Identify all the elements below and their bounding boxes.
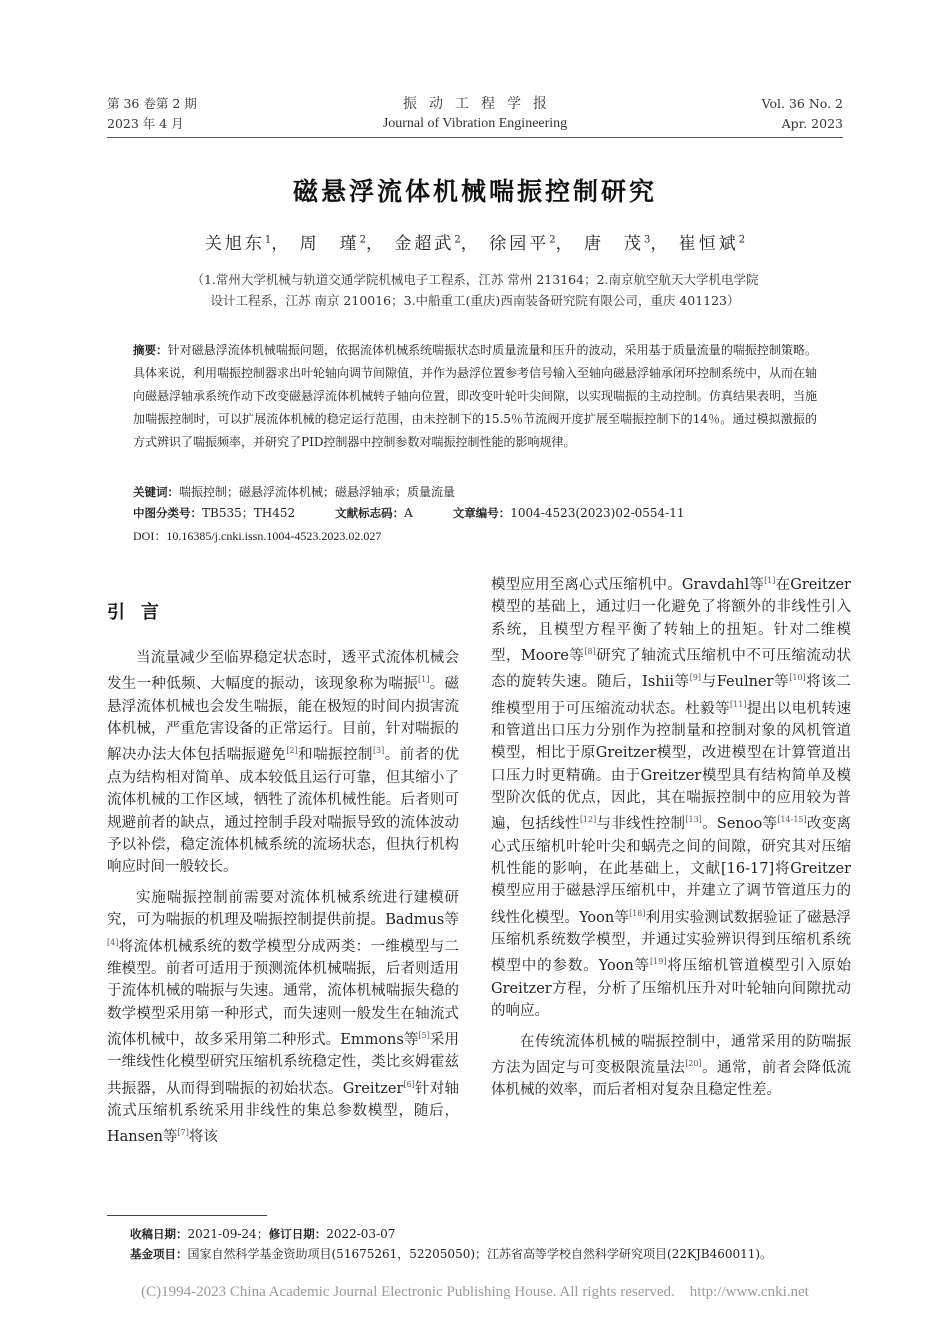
author-name: 周 瑾 [299,234,360,254]
article-number-value: 1004-4523(2023)02-0554-11 [510,506,685,520]
author-affiliation-mark: 3 [643,234,651,246]
citation: [13] [685,815,702,825]
keywords-text: 喘振控制；磁悬浮流体机械；磁悬浮轴承；质量流量 [179,485,456,499]
doc-code-label: 文献标志码： [335,506,405,520]
journal-name-cn: 振动工程学报 [403,96,559,112]
paragraph-text: 与Feulner等 [701,674,790,691]
date-en: Apr. 2023 [781,116,843,131]
citation: [19] [650,957,667,967]
paragraph-text: 。Senoo等 [701,816,778,833]
body-column-left [107,647,459,1149]
paragraph-text: 提出以电机转速和管道出口压力分别作为控制量和控制对象的风机管道模型，相比于原Greitzer模型，改进模型在计算管道出口压力时更精确。由于Greitzer模型具有结构简单及模型阶次低的优点，因此，其在喘振控制中的应用较为普遍，包括线性 [491,700,852,833]
paragraph-text: 改变离心式压缩机叶轮叶尖和蜗壳之间的间隙，研究其对压缩机性能的影响，在此基础上，文献[16-17]将Greitzer模型应用于磁悬浮压缩机中，并建立了调节管道压力的线性化模型。Yoon等 [491,816,852,926]
footnote-funding [130,1244,772,1264]
citation: [18] [629,908,646,918]
citation: [1] [418,675,430,685]
keywords-label: 关键词： [133,485,179,499]
received-label: 收稿日期： [130,1227,188,1241]
issue-cn: 第 36 卷第 2 期 [107,96,197,111]
citation: [1] [764,576,776,585]
clc-value: TB535；TH452 [202,506,296,520]
citation: [6] [403,1079,415,1089]
author-list: 关旭东$^1$， 周 瑾$^2$， 金超武$^2$， 徐园平$^2$， 唐 茂$^3$， 崔恒斌$^2$ [204,234,746,254]
author-affiliation-mark: 1 [264,234,272,246]
author-name: 关旭东 [204,234,265,254]
citation: [5] [418,1030,430,1040]
citation: [14-15] [777,815,807,825]
keywords [133,482,455,502]
paragraph-text: 。前者的优点为结构相对简单、成本较低且运行可靠，但其缩小了流体机械的工作区域，牺牲了流体机械性能。后者则可规避前者的缺点，通过控制手段对喘振导致的流体波动予以补偿，稳定流体机械系统的流场状态，但执行机构响应时间一般较长。 [107,747,460,876]
funding-label: 基金项目： [130,1247,188,1261]
paragraph-text: 与非线性控制 [596,816,686,833]
paragraph-text: 将该二维模型用于可压缩流动状态。杜毅等 [491,674,851,717]
author-affiliation-mark: 2 [359,234,367,246]
paragraph-text: 利用实验测试数据验证了磁悬浮压缩机系统数学模型，并通过实验辨识得到压缩机系统模型中的参数。Yoon等 [491,909,851,975]
paragraph-text: 实施喘振控制前需要对流体机械系统进行建模研究，可为喘振的机理及喘振控制提供前提。Badmus等 [107,889,459,929]
citation: [7] [177,1128,189,1138]
abstract [133,339,817,454]
section-title-introduction: 引言 [107,602,175,623]
paragraph-text: 。磁悬浮流体机械也会发生喘振，能在极短的时间内损害流体机械，严重危害设备的正常运行。目前，针对喘振的解决办法大体包括喘振避免 [107,676,460,764]
date-cn: 2023 年 4 月 [107,116,184,131]
revised-label: 修订日期： [268,1227,327,1241]
body-column-right [491,570,851,1102]
citation: [3] [372,746,385,756]
paragraph-text: 。通常，前者会降低流体机械的效率，而后者相对复杂且稳定性差。 [491,1059,852,1099]
paragraph-text: 针对轴流式压缩机系统采用非线性的集总参数模型，随后，Hansen等 [107,1080,459,1146]
funding-text: 国家自然科学基金资助项目(51675261，52205050)；江苏省高等学校自然科学研究项目(22KJB460011)。 [187,1247,773,1261]
issue-en: Vol. 36 No. 2 [761,96,843,111]
citation: [11] [730,699,747,709]
abstract-label: 摘要： [133,343,168,357]
author-affiliation-mark: 2 [454,234,461,246]
paragraph-text: 模型应用至离心式压缩机中。Gravdahl等 [491,576,765,593]
journal-name-en: Journal of Vibration Engineering [382,116,568,131]
citation: [8] [584,647,596,657]
author-name: 徐园平 [489,234,550,254]
affiliations-line-2: 设计工程系，江苏 南京 210016；3.中船重工(重庆)西南装备研究院有限公司，重庆 401123） [210,293,740,308]
footnote-divider [107,1215,267,1216]
doc-code-value: A [404,506,413,520]
author-affiliation-mark: 2 [549,234,556,246]
citation: [12] [579,815,597,825]
paragraph-text: 将压缩机管道模型引入原始Greitzer方程，分析了压缩机压升对叶轮轴向间隙扰动的响应。 [491,958,852,1020]
clc-label: 中图分类号： [133,506,202,520]
copyright-watermark: (C)1994-2023 China Academic Journal Electronic Publishing House. All rights reserved. http://www.cnki.net [141,1284,809,1300]
paragraph-text: 在传统流体机械的喘振控制中，通常采用的防喘振方法为固定与可变极限流量法 [491,1033,851,1076]
citation: [20] [685,1058,702,1068]
paragraph [491,570,851,1023]
doi: DOI：10.16385/j.cnki.issn.1004-4523.2023.02.027 [133,529,382,543]
paragraph [107,887,459,1149]
author-name: 崔恒斌 [678,234,739,254]
citation: [10] [789,673,806,683]
author-name: 唐 茂 [583,234,644,254]
paper-title: 磁悬浮流体机械喘振控制研究 [292,177,657,206]
paragraph-text: 采用一维线性化模型研究压缩机系统稳定性，类比亥姆霍兹共振器，从而得到喘振的初始状态。Greitzer [107,1031,459,1097]
revised-date: 2022-03-07 [326,1227,396,1241]
running-header-right [762,94,843,134]
received-date: 2021-09-24； [187,1227,269,1241]
paragraph-text: 和喘振控制 [297,747,373,764]
paragraph-text: 当流量减少至临界稳定状态时，透平式流体机械会发生一种低频、大幅度的振动，该现象称为喘振 [107,650,459,693]
paragraph-text: 在Greitzer模型的基础上，通过归一化避免了将额外的非线性引入系统，且模型方程平衡了转轴上的扭矩。针对二维模型，Moore等 [491,576,851,664]
author-name: 金超武 [394,234,455,254]
citation: [2] [286,746,298,756]
paragraph-text: 将该 [188,1129,218,1146]
paragraph-text: 将流体机械系统的数学模型分成两类：一维模型与二维模型。前者可适用于预测流体机械喘振，后者则适用于流体机械的喘振与失速。通常，流体机械喘振失稳的数学模型采用第一种形式，而失速则一般发生在轴流式流体机械中，故多采用第二种形式。Emmons等 [107,938,459,1048]
paragraph [107,647,459,879]
paragraph-text: 研究了轴流式压缩机中不可压缩流动状态的旋转失速。随后，Ishii等 [491,647,851,691]
citation: [4] [107,937,119,947]
abstract-text: 针对磁悬浮流体机械喘振问题，依据流体机械系统喘振状态时质量流量和压升的波动，采用基于质量流量的喘振控制策略。具体来说，利用喘振控制器求出叶轮轴向调节间隙值，并作为悬浮位置参考信号输入至轴向磁悬浮轴承闭环控制系统中，从而在轴向磁悬浮轴承系统作动下改变磁悬浮流体机械转子轴向位置，即改变叶轮叶尖间隙，以实现喘振的主动控制。仿真结果表明，当施加喘振控制时，可以扩展流体机械的稳定运行范围，由未控制下的15.5％节流阀开度扩展至喘振控制下的14％。通过模拟激振的方式辨识了喘振频率，并研究了PID控制器中控制参数对喘振控制性能的影响规律。 [133,343,818,449]
header-divider [107,137,843,138]
article-number-label: 文章编号： [452,506,511,520]
author-affiliation-mark: 2 [738,234,746,246]
footnote-dates [130,1224,395,1244]
affiliations-line-1: （1.常州大学机械与轨道交通学院机械电子工程系，江苏 常州 213164；2.南京航空航天大学机电学院 [191,272,759,287]
paragraph [491,1031,851,1102]
classification-line [133,503,817,523]
citation: [9] [689,673,702,683]
